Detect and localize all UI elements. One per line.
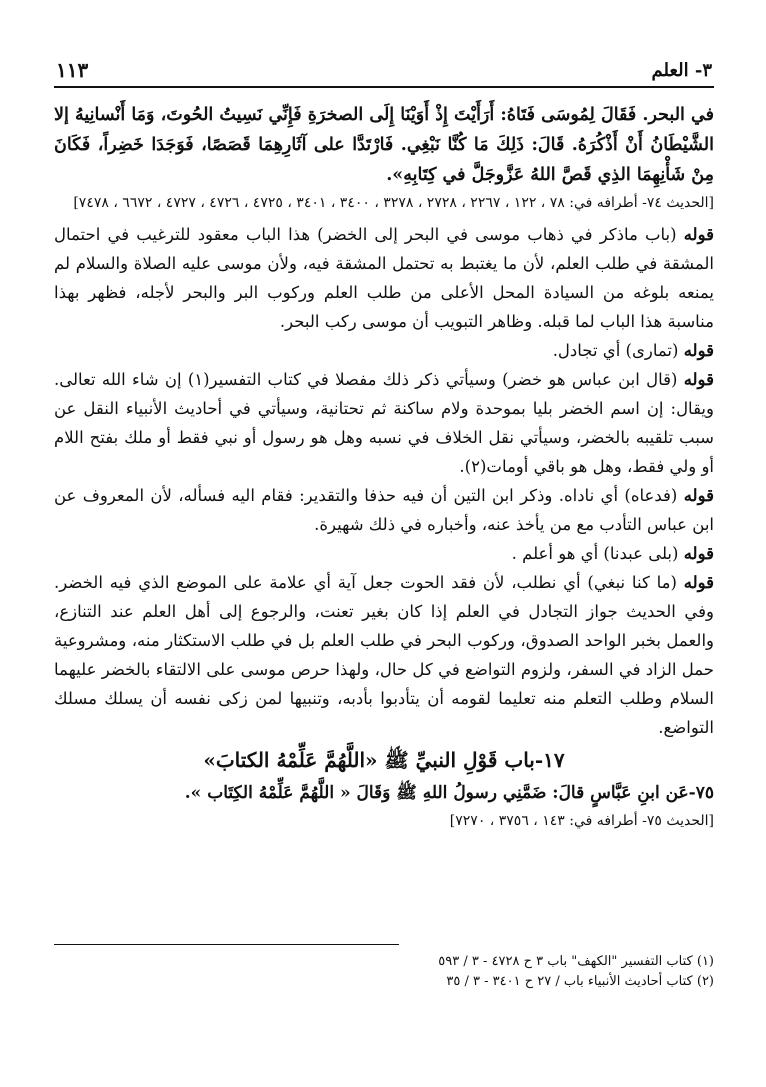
paragraph-label: قوله: [683, 370, 714, 389]
commentary-paragraph: [54, 539, 714, 568]
hadith-75-text: ٧٥-عَن ابنِ عَبَّاسٍ قالَ: ضَمَّنِي رسولُ اللهِ ﷺ وَقَالَ « اللَّهُمَّ عَلِّمْهُ الكِتَاب ».: [184, 783, 714, 803]
commentary-paragraph: [54, 481, 714, 539]
paragraph-label: قوله: [683, 573, 715, 592]
commentary-paragraph: [54, 568, 714, 742]
footnote-divider: [54, 944, 399, 945]
hadith-75-references: [الحديث ٧٥- أطرافه في: ١٤٣ ، ٣٧٥٦ ، ٧٢٧٠]: [449, 813, 714, 829]
page-header: [54, 52, 714, 88]
commentary-paragraph: [54, 365, 714, 481]
commentary-paragraph: [54, 336, 714, 365]
paragraph-label: قوله: [683, 341, 714, 360]
paragraph-text: (بلى عبدنا) أي هو أعلم .: [511, 544, 679, 563]
chapter-title: ٣- العلم: [651, 60, 712, 81]
paragraph-label: قوله: [683, 486, 714, 505]
bab-heading: ١٧-باب قَوْلِ النبيِّ ﷺ «اللَّهُمَّ عَلِّمْهُ الكتابَ»: [203, 748, 565, 772]
page-number: ١١٣: [56, 58, 89, 82]
paragraph-text: (قال ابن عباس هو خضر) وسيأتي ذكر ذلك مفصلا في كتاب التفسير(١) إن شاء الله تعالى. ويقال: إن اسم الخضر بليا بموحدة ولام ساكنة ثم تحتانية، وسيأتي في أحاديث الأنبياء النقل عن سبب تلقيبه بالخضر، وسيأتي نقل الخلاف في نسبه وهل هو رسول أو نبي فقط أو ملك بفتح اللام أو ولي فقط، وهل هو باقي أومات(٢).: [54, 370, 714, 476]
paragraph-text: (باب ماذكر في ذهاب موسى في البحر إلى الخضر) هذا الباب معقود للترغيب في احتمال المشقة في طلب العلم، لأن ما يغتبط به تحتمل المشقة فيه، ولأن موسى عليه الصلاة والسلام لم يمنعه بلوغه من السيادة المحل الأعلى من طلب العلم وركوب البر والبحر لأجله، فظهر بهذا مناسبة هذا الباب لما قبله. وظاهر التبويب أن موسى ركب البحر.: [54, 225, 714, 331]
page-body: [54, 100, 714, 838]
footnote: (٢) كتاب أحاديث الأنبياء باب / ٢٧ ح ٣٤٠١ - ٣ / ٣٥: [446, 974, 714, 989]
paragraph-text: (ما كنا نبغي) أي نطلب، لأن فقد الحوت جعل آية أي علامة على الموضع الذي فيه الخضر. وفي الحديث جواز التجادل في العلم إذا كان بغير تعنت، والرجوع إلى أهل العلم عند التنازع، والعمل بخبر الواحد الصدوق، وركوب البحر في طلب العلم بل في طلب الاستكثار منه، ومشروعية حمل الزاد في السفر، ولزوم التواضع في كل حال، ولهذا حرص موسى على الالتقاء بالخضر عليهما السلام وطلب التعلم منه تعليما لقومه أن يتأدبوا بأدبه، وتنبيها لمن زكى نفسه أن يسلك مسلك التواضع.: [54, 573, 714, 737]
paragraph-label: قوله: [683, 225, 714, 244]
footnote: (١) كتاب التفسير "الكهف" باب ٣ ح ٤٧٢٨ - ٣ / ٥٩٣: [438, 954, 714, 969]
paragraph-text: (فدعاه) أي ناداه. وذكر ابن التين أن فيه حذفا والتقدير: فقام اليه فسأله، لأن المعروف عن ابن عباس التأدب مع من يأخذ عنه، وأخباره في ذلك شهيرة.: [54, 486, 714, 534]
footnotes: [54, 952, 714, 992]
hadith-74-references: [الحديث ٧٤- أطرافه في: ٧٨ ، ١٢٢ ، ٢٢٦٧ ، ٢٧٢٨ ، ٣٢٧٨ ، ٣٤٠٠ ، ٣٤٠١ ، ٤٧٢٥ ، ٤٧٢٦ ، ٤٧٢٧ ، ٦٦٧٢ ، ٧٤٧٨]: [73, 195, 714, 211]
paragraph-text: (تمارى) أي تجادل.: [552, 341, 679, 360]
paragraph-label: قوله: [683, 544, 714, 563]
commentary-paragraph: [54, 220, 714, 336]
quran-passage: في البحر. فَقَالَ لِمُوسَى فَتَاهُ: أَرَأَيْتَ إِذْ أَوَيْنَا إِلَى الصخرَةِ فَإِنِّي نَسِيتُ الحُوتَ، وَمَا أَنْسانِيهُ إلا الشَّيْطَانُ أَنْ أَذْكُرَهُ. قَالَ: ذَلِكَ مَا كُنَّا نَبْغِي. فَارْتَدَّا على آثَارِهِمَا قَصَصًا، فَوَجَدَا خَضِراً، فَكَانَ مِنْ شَأْنِهِمَا الذِي قَصَّ اللهُ عَزَّوجَلَّ في كِتَابِهِ».: [54, 105, 714, 185]
